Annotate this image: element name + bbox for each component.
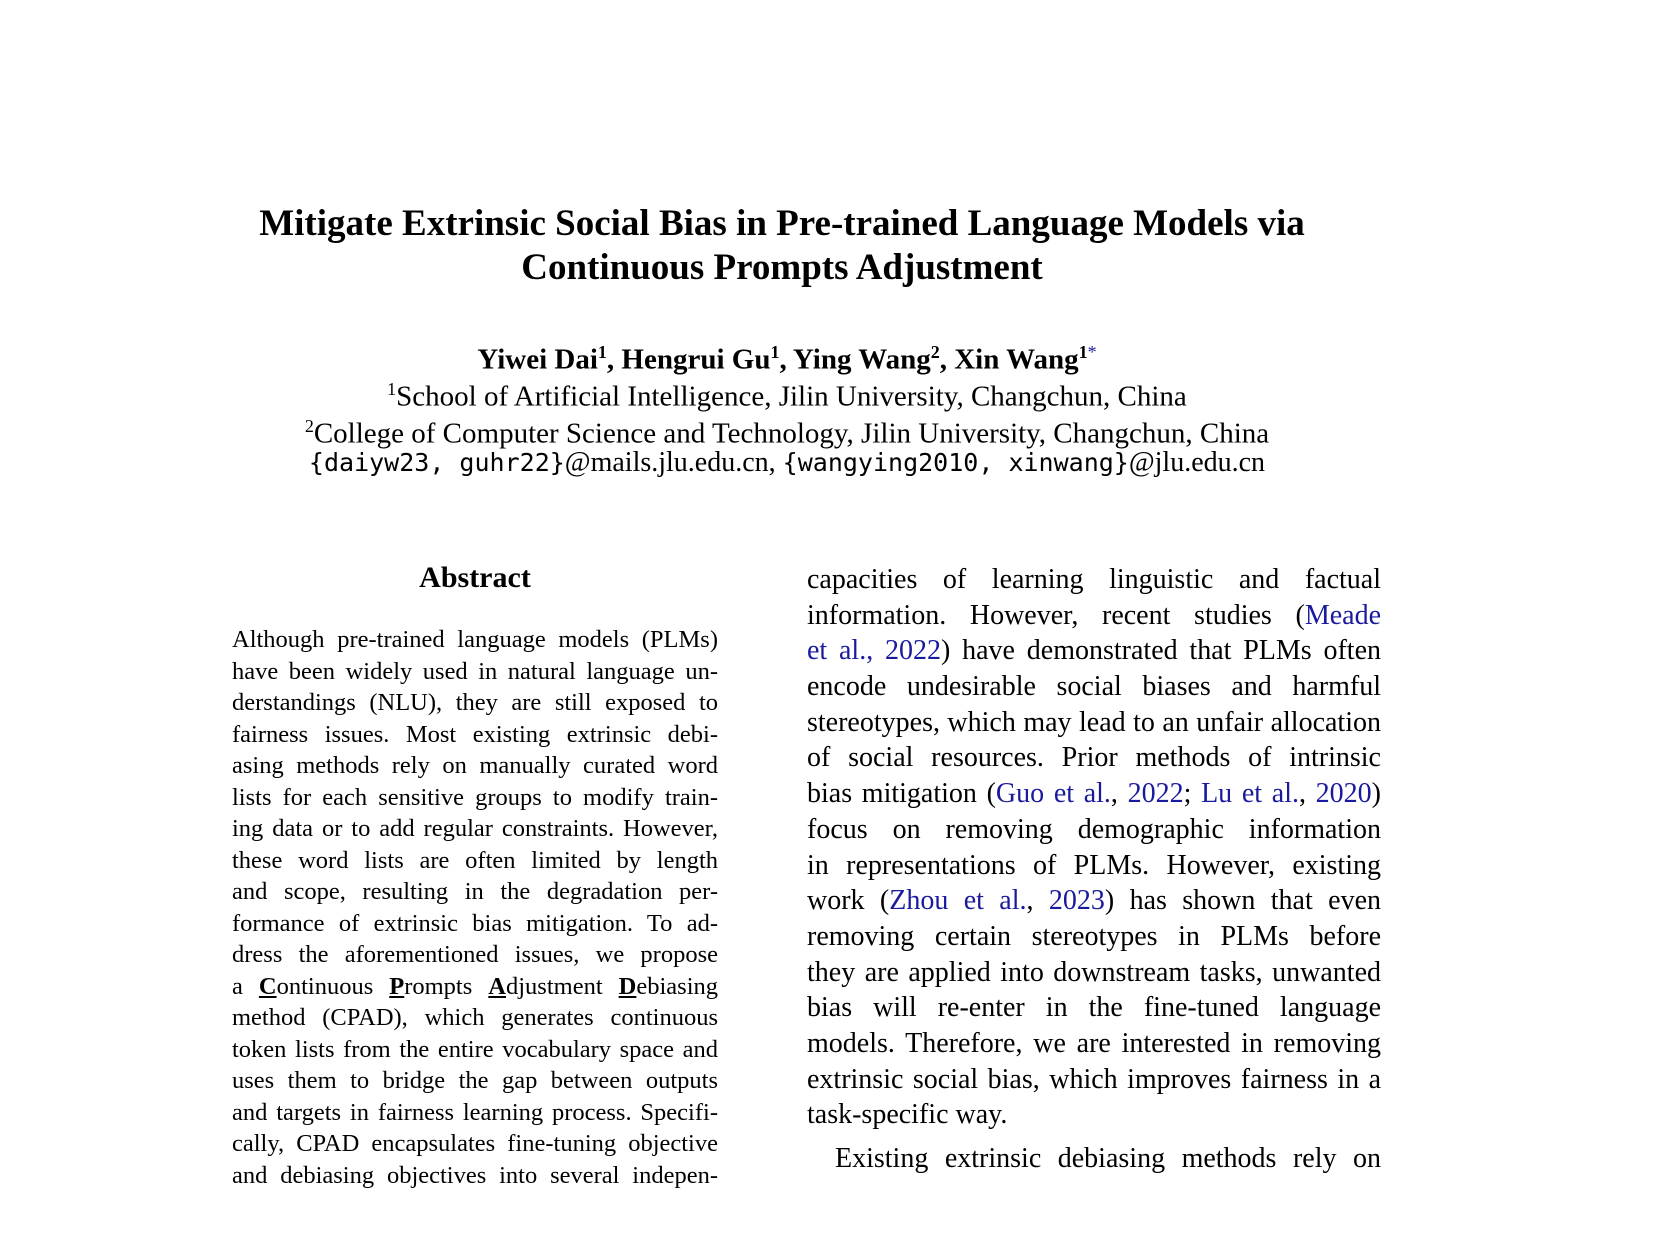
body-line: stereotypes, which may lead to an unfair allocation — [807, 706, 1381, 738]
body-line: bias mitigation (Guo et al., 2022; Lu et al., 2020) — [807, 778, 1381, 810]
body-line: focus on removing demographic information — [807, 813, 1381, 845]
citation-link-meade[interactable]: Meade — [1304, 599, 1381, 631]
body-text: bias mitigation ( — [807, 778, 996, 810]
body-line: removing certain stereotypes in PLMs before — [807, 920, 1381, 952]
body-line: extrinsic social bias, which improves fairness in a — [807, 1063, 1381, 1095]
affiliation-sup: 1 — [387, 379, 397, 399]
citation-link-guo-year[interactable]: 2022 — [1127, 778, 1184, 810]
body-text: ) have demonstrated that PLMs often — [941, 635, 1381, 667]
body-line-paragraph-start: Existing extrinsic debiasing methods rely on — [835, 1143, 1381, 1174]
abstract-body — [232, 624, 718, 1191]
abstract-acronym-line — [232, 971, 718, 1003]
abstract-line: these word lists are often limited by length — [232, 846, 718, 874]
acronym-letter: A — [488, 972, 506, 1000]
author-emails — [0, 444, 1574, 482]
abstract-line: have been widely used in natural language un- — [232, 657, 718, 685]
author-name: Hengrui Gu — [621, 343, 771, 376]
abstract-line: formance of extrinsic bias mitigation. To ad- — [232, 909, 718, 937]
email-domain-2: @jlu.edu.cn — [1128, 447, 1266, 478]
abstract-line: and debiasing objectives into several indepen- — [232, 1161, 718, 1189]
body-line: work (Zhou et al., 2023) has shown that even — [807, 885, 1381, 917]
author-affil-sup: 1 — [597, 342, 607, 362]
acronym-prefix: a — [232, 972, 259, 1000]
abstract-line: Although pre-trained language models (PLMs) — [232, 626, 718, 653]
acronym-rest: rompts — [404, 972, 489, 1000]
acronym-rest: djustment — [506, 972, 619, 1000]
abstract-line: token lists from the entire vocabulary space and — [232, 1035, 718, 1063]
body-line: encode undesirable social biases and harmful — [807, 671, 1381, 703]
abstract-line: ing data or to add regular constraints. However, — [232, 815, 718, 842]
email-domain-1: @mails.jlu.edu.cn, — [564, 447, 783, 478]
affiliation-sup: 2 — [304, 416, 314, 436]
body-line: in representations of PLMs. However, existing — [807, 849, 1381, 881]
email-group-1: {daiyw23, guhr22} — [308, 448, 565, 477]
author-name: Yiwei Dai — [477, 343, 598, 376]
paragraph-gap — [807, 1133, 1381, 1141]
body-line: capacities of learning linguistic and factual — [807, 564, 1381, 595]
body-line: task-specific way. — [807, 1099, 1008, 1131]
abstract-line: asing methods rely on manually curated word — [232, 752, 718, 779]
title-line-2: Continuous Prompts Adjustment — [521, 247, 1043, 288]
abstract-line: cally, CPAD encapsulates fine-tuning objective — [232, 1130, 718, 1157]
body-line — [807, 598, 1381, 634]
citation-link-zhou-year[interactable]: 2023 — [1048, 885, 1105, 917]
body-line — [807, 633, 1381, 669]
author-name: Ying Wang — [792, 343, 931, 376]
acronym-rest: ontinuous — [276, 972, 390, 1000]
email-group-2: {wangying2010, xinwang} — [782, 448, 1129, 477]
abstract-line: fairness issues. Most existing extrinsic debi- — [232, 720, 718, 748]
abstract-line: derstandings (NLU), they are still exposed to — [232, 689, 718, 716]
abstract-line: and scope, resulting in the degradation per- — [232, 878, 718, 905]
citation-link-lu-year[interactable]: 2020 — [1315, 778, 1372, 810]
abstract-line: and targets in fairness learning process. Specifi- — [232, 1098, 718, 1126]
abstract-line: uses them to bridge the gap between outputs — [232, 1067, 718, 1094]
abstract-heading: Abstract — [419, 561, 531, 594]
acronym-letter: P — [389, 972, 405, 1000]
author-affil-sup: 1 — [770, 342, 780, 362]
affiliation-text: School of Artificial Intelligence, Jilin University, Changchun, China — [396, 380, 1187, 413]
abstract-line: dress the aforementioned issues, we propose — [232, 941, 718, 968]
body-line: of social resources. Prior methods of intrinsic — [807, 742, 1381, 774]
author-list: Yiwei Dai$^1$, Hengrui Gu$^1$, Ying Wang$^2$, Xin Wang$^{1*}$ — [477, 342, 1097, 376]
acronym-rest: ebiasing — [636, 972, 719, 1000]
corresponding-author-mark[interactable]: * — [1087, 342, 1097, 362]
author-name: Xin Wang — [954, 343, 1079, 376]
body-line: they are applied into downstream tasks, unwanted — [807, 956, 1381, 988]
paper-title — [0, 202, 1564, 290]
author-affil-sup: 1 — [1078, 342, 1088, 362]
body-line: models. Therefore, we are interested in removing — [807, 1027, 1381, 1059]
body-text: work ( — [807, 885, 890, 917]
affiliation-text: College of Computer Science and Technology, Jilin University, Changchun, China — [313, 417, 1270, 450]
body-text: information. However, recent studies ( — [807, 599, 1305, 631]
citation-link-guo[interactable]: Guo et al. — [995, 778, 1111, 810]
citation-link-meade[interactable]: et al., 2022 — [807, 635, 942, 667]
title-line-1: Mitigate Extrinsic Social Bias in Pre-trained Language Models via — [259, 203, 1305, 244]
citation-link-zhou[interactable]: Zhou et al. — [889, 885, 1027, 917]
body-text: ) has shown that even — [1104, 885, 1381, 917]
acronym-letter: C — [258, 972, 277, 1000]
body-line: bias will re-enter in the fine-tuned language — [807, 992, 1381, 1024]
right-column-body — [807, 562, 1381, 1177]
author-affil-sup: 2 — [930, 342, 940, 362]
acronym-letter: D — [618, 972, 637, 1000]
abstract-line: lists for each sensitive groups to modify train- — [232, 783, 718, 811]
abstract-line: method (CPAD), which generates continuous — [232, 1004, 718, 1031]
citation-link-lu[interactable]: Lu et al. — [1201, 778, 1299, 810]
